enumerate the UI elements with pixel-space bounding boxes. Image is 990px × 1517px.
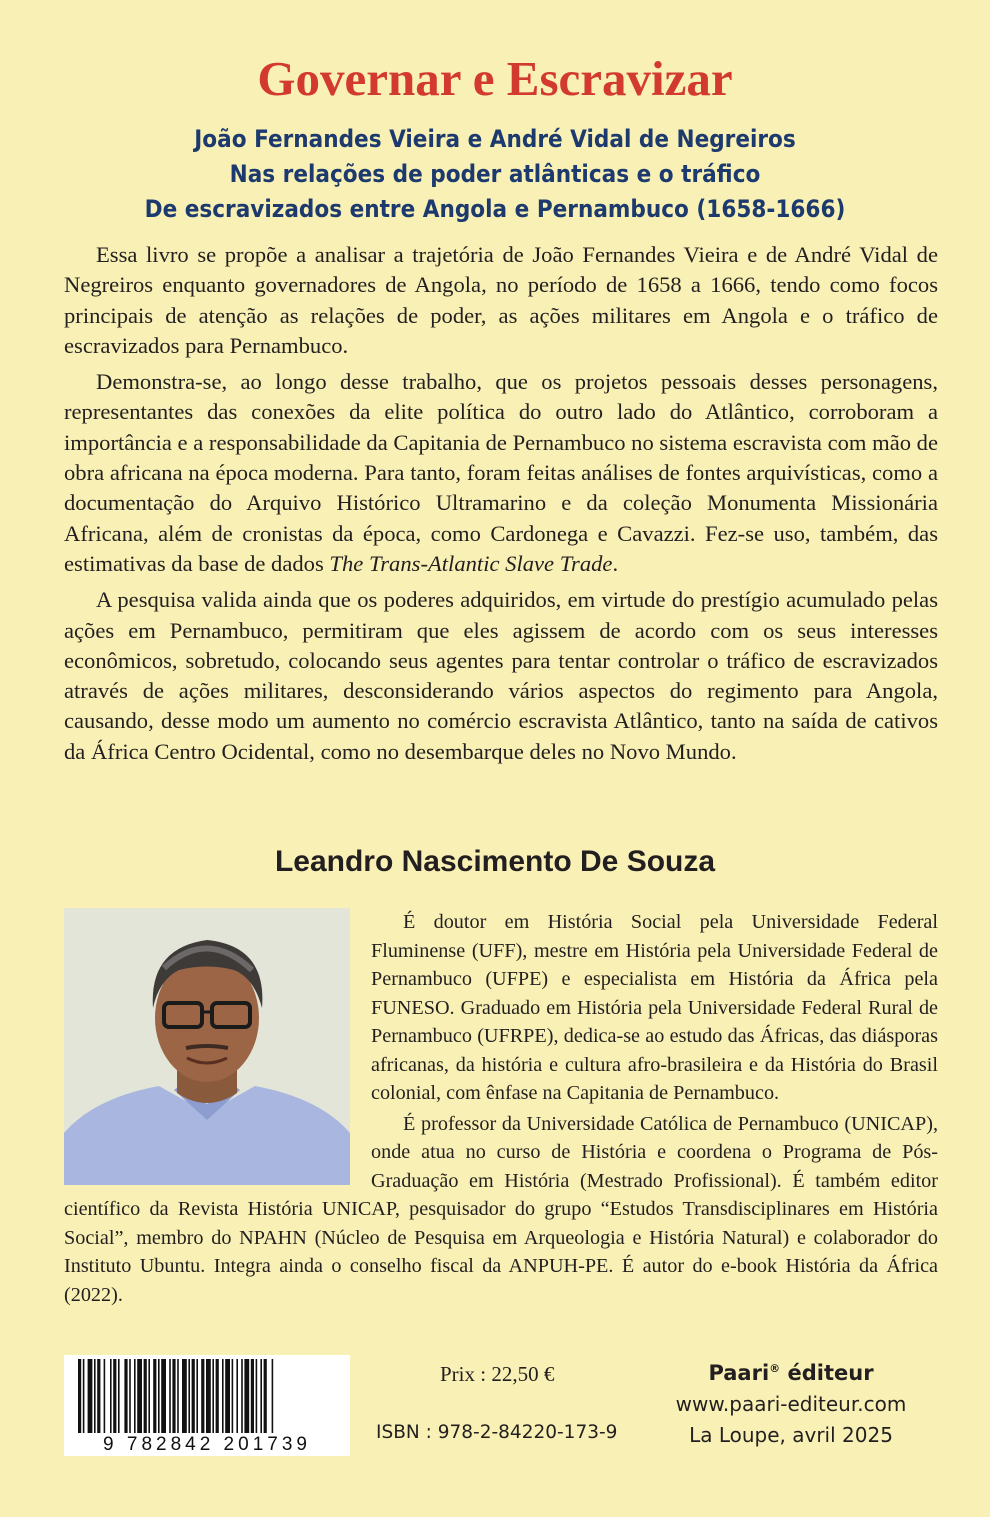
bio-paragraph: É professor da Universidade Católica de Pernambuco (UNICAP), onde atua no curso de História e coordena o Programa de Pós-Graduação em História (Mestrado Profissional). É também editor científico da Revista História UNICAP, pesquisador do grupo “Estudos Transdisciplinares em História Social”, membro do NPAHN (Núcleo de Pesquisa em Arqueologia e História Natural) e colaborador do Instituto Ubuntu. Integra ainda o conselho fiscal da ANPUH-PE. É autor do e-book História da África (2022). [64,1112,938,1306]
barcode-bar [129,1359,131,1433]
barcode-bar [94,1359,96,1433]
barcode-bar [137,1359,142,1433]
barcode-bar [161,1359,166,1433]
barcode-bar [212,1359,214,1433]
barcode-bar [206,1359,211,1433]
registered-mark: ® [769,1362,781,1375]
publication-place-date: La Loupe, avril 2025 [689,1423,893,1447]
barcode-bar [110,1359,112,1433]
barcode-bar [118,1359,120,1433]
barcode-bar [256,1359,258,1433]
summary-text: . [612,550,619,576]
book-summary [64,240,938,773]
barcode-bar [192,1359,195,1433]
summary-paragraph: Essa livro se propõe a analisar a trajetória de João Fernandes Vieira e de André Vidal de Negreiros enquanto governadores de Angola, no período de 1658 a 1666, tendo como focos principais de atenção as relações de poder, as ações militares em Angola e o tráfico de escravizados para Pernambuco. [64,242,938,358]
barcode-bar [216,1359,219,1433]
barcode-bar [251,1359,254,1433]
barcode-bar [188,1359,190,1433]
isbn: ISBN : 978-2-84220-173-9 [376,1422,618,1443]
barcode-bar [124,1359,127,1433]
publisher-name [656,1353,926,1389]
barcode-bar [78,1359,81,1433]
summary-paragraph: A pesquisa valida ainda que os poderes adquiridos, em virtude do prestígio acumulado pelas ações em Pernambuco, permitiram que eles agissem de acordo com os seus interesses econômicos, sobretudo, colocando seus agentes para tentar controlar o tráfico de escravizados através de ações militares, desconsiderando vários aspectos do regimento para Angola, causando, desse modo um aumento no comércio escravista Atlântico, tanto na saída de cativos da África Centro Ocidental, como no desembarque deles no Novo Mundo. [64,587,938,764]
subtitle-line: João Fernandes Vieira e André Vidal de Negreiros [194,125,796,153]
barcode-bar [272,1359,274,1433]
barcode-bar [88,1359,93,1433]
book-subtitle [50,122,941,227]
barcode-bar [260,1359,262,1433]
barcode-bar [264,1359,267,1433]
barcode-bar [225,1359,230,1433]
barcode-bar [158,1359,160,1433]
subtitle-line: De escravizados entre Angola e Pernambuco (1658-1666) [144,195,846,223]
bio-paragraph: É doutor em História Social pela Universidade Federal Fluminense (UFF), mestre em História pela Universidade Federal de Pernambuco (UFPE) e especialista em História da África pela FUNESO. Graduado em História pela Universidade Federal Rural de Pernambuco (UFRPE), dedica-se ao estudo das Áfricas, das diásporas africanas, da história e cultura afro-brasileira e da História do Brasil colonial, com ênfase na Capitania de Pernambuco. [371,911,938,1104]
photo-spacer [64,908,371,1189]
author-bio [64,908,938,1311]
barcode-bar [113,1359,116,1433]
publisher-brand: Paari [708,1361,770,1385]
summary-text: Demonstra-se, ao longo desse trabalho, que os projetos pessoais desses personagens, representantes das conexões da elite política do outro lado do Atlântico, corroboram a importância e a responsabilidade da Capitania de Pernambuco no sistema escravista com mão de obra africana na época moderna. Para tanto, foram feitas análises de fontes arquivísticas, como a documentação do Arquivo Histórico Ultramarino e da coleção Monumenta Missionária Africana, além de cronistas da época, como Cardonega e Cavazzi. Fez-se uso, também, das estimativas da base de dados [64,369,938,576]
barcode-bar [236,1359,238,1433]
publisher-suffix: éditeur [780,1361,874,1385]
publisher-block [656,1353,926,1451]
barcode-bar [196,1359,198,1433]
barcode-bar [201,1359,204,1433]
barcode-bar [134,1359,136,1433]
barcode-bar [232,1359,234,1433]
barcode-bar [83,1359,85,1433]
barcode-bar [148,1359,150,1433]
price: Prix : 22,50 € [440,1362,555,1386]
barcode-bar [169,1359,171,1433]
barcode-bar [97,1359,100,1433]
book-title: Governar e Escravizar [257,51,733,106]
barcode-bar [241,1359,243,1433]
barcode-bar [222,1359,224,1433]
barcode-bar [104,1359,106,1433]
barcode-digits: 9 782842 201739 [64,1434,350,1456]
subtitle-line: Nas relações de poder atlânticas e o tráfico [229,160,761,188]
barcode-bar [177,1359,179,1433]
author-name: Leandro Nascimento De Souza [274,845,716,878]
barcode-bar [244,1359,249,1433]
barcode-bar [182,1359,187,1433]
barcode-bar [153,1359,156,1433]
database-title: The Trans-Atlantic Slave Trade [329,550,613,576]
barcode-bar [144,1359,147,1433]
barcode-bar [172,1359,175,1433]
summary-paragraph [64,367,938,579]
barcode-bars-icon [64,1355,350,1435]
publisher-website: www.paari-editeur.com [675,1392,907,1416]
